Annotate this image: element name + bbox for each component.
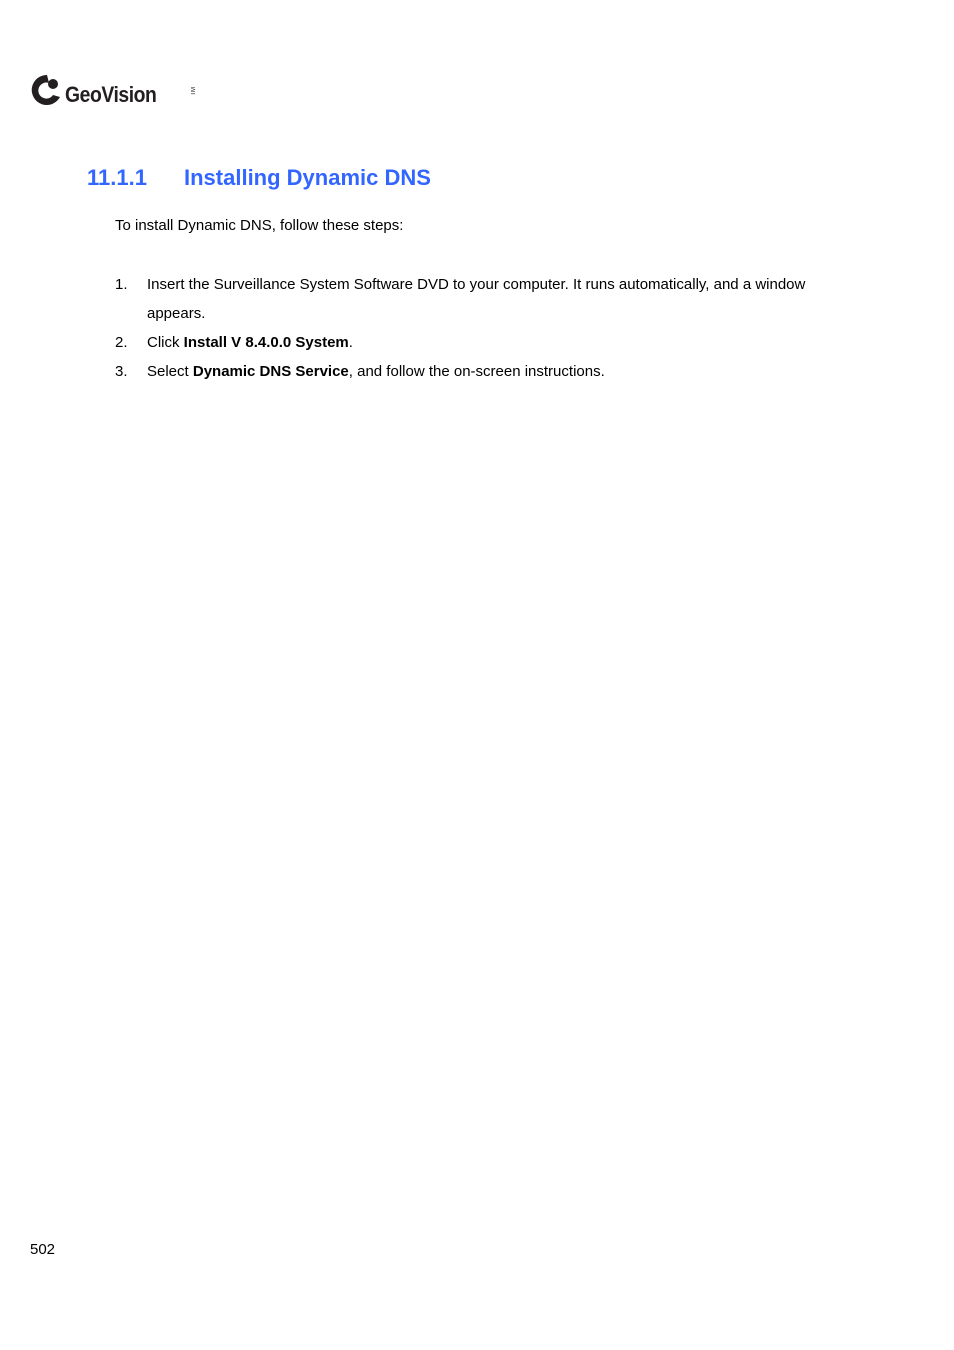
step-bold-text: Install V 8.4.0.0 System [183, 334, 349, 351]
section-title: Installing Dynamic DNS [184, 165, 431, 190]
intro-text: To install Dynamic DNS, follow these steps: [115, 217, 404, 234]
logo-wordmark: GeoVision [65, 82, 157, 107]
list-item [115, 357, 835, 386]
step-text-suffix: , and follow the on-screen instructions. [348, 363, 605, 380]
step-bold-text: Dynamic DNS Service [192, 363, 349, 380]
step-number: 3. [115, 363, 128, 380]
page-number: 502 [30, 1241, 56, 1258]
geovision-logo [31, 73, 197, 107]
step-text: Select [147, 363, 193, 380]
section-number: 11.1.1 [87, 165, 147, 190]
geovision-logo-icon [31, 73, 63, 107]
logo-trademark: TM [191, 87, 197, 96]
list-item [115, 270, 835, 328]
steps-list [115, 270, 835, 386]
step-number: 1. [115, 276, 128, 293]
list-item [115, 328, 835, 357]
step-text: Insert the Surveillance System Software DVD to your computer. It runs automatically, and a window appears. [147, 276, 806, 322]
step-number: 2. [115, 334, 128, 351]
step-text: Click [147, 334, 184, 351]
step-text-suffix: . [348, 334, 353, 351]
section-heading [87, 165, 431, 191]
